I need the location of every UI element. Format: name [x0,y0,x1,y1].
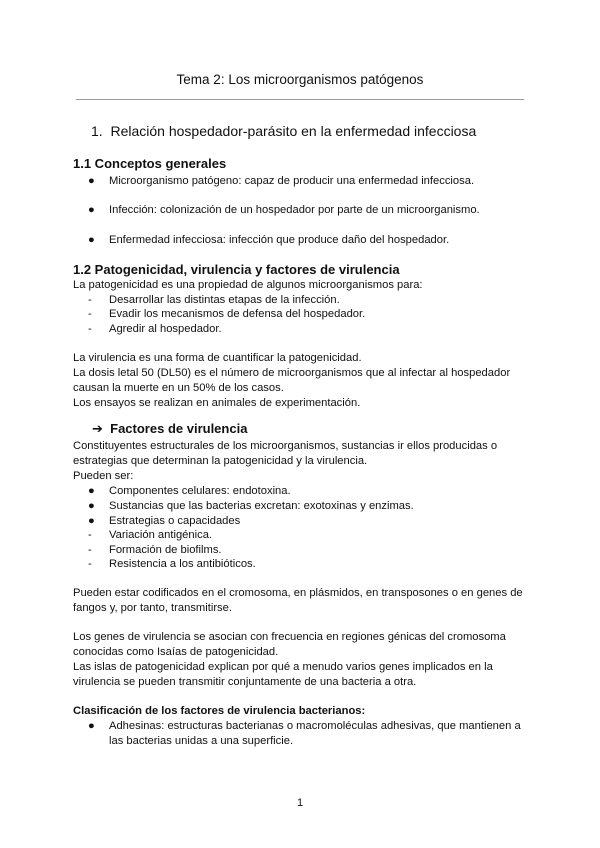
list-item: - Resistencia a los antibióticos. [88,558,256,570]
list-item: ● Componentes celulares: endotoxina. [88,485,291,497]
bullet-marker: ● [88,515,95,527]
text-line: estrategias que determinan la patogenicidad y la virulencia. [73,455,368,467]
list-item: ● Microorganismo patógeno: capaz de producir una enfermedad infecciosa. [88,175,475,187]
bullet-marker: ● [88,485,95,497]
list-item: - Formación de biofilms. [88,544,222,556]
text-line: Pueden estar codificados en el cromosoma, en plásmidos, en transposones o en genes de [73,587,523,599]
text-line: La dosis letal 50 (DL50) es el número de microorganismos que al infectar al hospedador [73,367,511,379]
arrow-icon: ➔ [92,421,103,436]
list-item: - Evadir los mecanismos de defensa del hospedador. [88,308,366,320]
dash-marker: - [88,529,92,541]
bullet-marker: ● [88,720,95,732]
text-line: Pueden ser: [73,470,134,482]
text-line: Los ensayos se realizan en animales de experimentación. [73,397,361,409]
bullet-marker: ● [88,175,95,187]
bullet-marker: ● [88,204,95,216]
factores-title: Factores de virulencia [110,421,248,436]
section-1-heading [91,123,476,139]
text-line: La virulencia es una forma de cuantificar la patogenicidad. [73,352,362,364]
list-item: - Variación antigénica. [88,529,213,541]
text-line: Constituyentes estructurales de los microorganismos, sustancias ir ellos producidas o [73,440,498,452]
bullet-marker: ● [88,500,95,512]
list-item: - Agredir al hospedador. [88,323,222,335]
page-number: 1 [296,797,304,809]
list-item: ● Enfermedad infecciosa: infección que produce daño del hospedador. [88,234,450,246]
list-item: - Desarrollar las distintas etapas de la infección. [88,294,340,306]
dash-marker: - [88,544,92,556]
subsection-1-2-heading: 1.2 Patogenicidad, virulencia y factores de virulencia [73,262,400,277]
subsection-1-1-heading: 1.1 Conceptos generales [73,156,227,171]
list-item: ● Sustancias que las bacterias excretan: exotoxinas y enzimas. [88,500,414,512]
section-number: 1. [91,123,103,139]
text-line: Las islas de patogenicidad explican por qué a menudo varios genes implicados en la [73,661,493,673]
list-item: ● Infección: colonización de un hospedador por parte de un microorganismo. [88,204,480,216]
paragraph: La patogenicidad es una propiedad de algunos microorganismos para: [73,279,423,291]
title-divider [76,99,524,100]
list-item: ● Estrategias o capacidades [88,515,241,527]
dash-marker: - [88,558,92,570]
dash-marker: - [88,294,92,306]
text-line: fangos y, por tanto, transmitirse. [73,602,232,614]
document-title: Tema 2: Los microorganismos patógenos [176,72,424,87]
factores-heading [92,421,247,437]
bullet-marker: ● [88,234,95,246]
section-title: Relación hospedador-parásito en la enfermedad infecciosa [110,123,477,139]
text-line: conocidas como Isaías de patogenicidad. [73,646,279,658]
text-line: virulencia se pueden transmitir conjuntamente de una bacteria a otra. [73,676,417,688]
list-item: ● Adhesinas: estructuras bacterianas o macromoléculas adhesivas, que mantienen a las bacterias unidas a una superficie. [88,720,521,747]
dash-marker: - [88,323,92,335]
dash-marker: - [88,308,92,320]
clasificacion-heading: Clasificación de los factores de virulencia bacterianos: [73,705,366,717]
text-line: Los genes de virulencia se asocian con frecuencia en regiones génicas del cromosoma [73,631,506,643]
text-line: causan la muerte en un 50% de los casos. [73,382,284,394]
